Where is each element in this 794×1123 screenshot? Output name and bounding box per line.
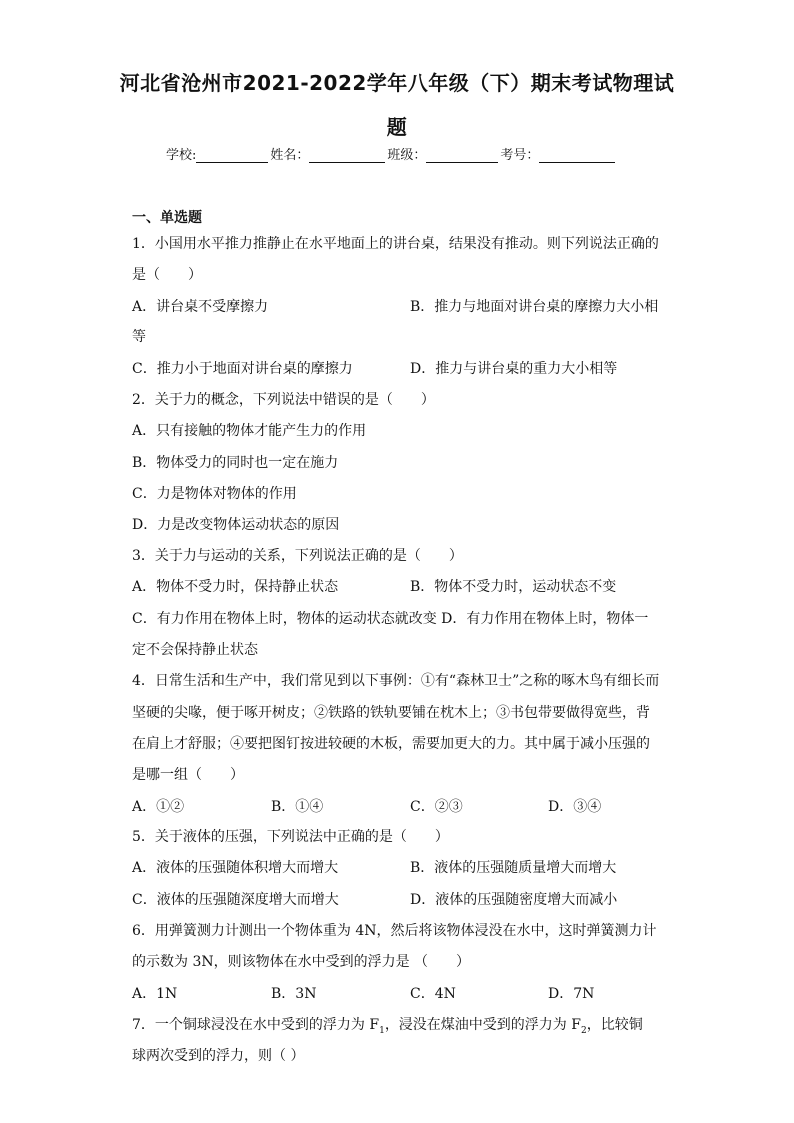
q1-option-a: A．讲台桌不受摩擦力 xyxy=(132,299,269,315)
exam-title-line2: 题 xyxy=(386,115,408,139)
q2-option-b: B．物体受力的同时也一定在施力 xyxy=(132,455,339,471)
q7-subscript-2: 2 xyxy=(580,1025,587,1036)
section-heading: 一、单选题 xyxy=(132,210,202,226)
q4-stem-line2: 坚硬的尖喙，便于啄开树皮；②铁路的铁轨要铺在枕木上；③书包带要做得宽些，背 xyxy=(132,705,650,721)
q6-option-d: D．7N xyxy=(548,986,595,1002)
class-label: 班级： xyxy=(387,148,427,163)
q4-stem-line1: 4．日常生活和生产中，我们常见到以下事例：①有“森林卫士”之称的啄木鸟有细长而 xyxy=(132,673,660,689)
q7-stem-part3: ，比较铜 xyxy=(586,1017,643,1033)
q3-options-cd-line2: 定不会保持静止状态 xyxy=(132,642,258,658)
q6-option-c: C．4N xyxy=(410,986,456,1002)
q1-option-b: B．推力与地面对讲台桌的摩擦力大小相 xyxy=(410,299,659,315)
name-blank xyxy=(309,148,385,163)
q6-stem-line1: 6．用弹簧测力计测出一个物体重为 4N，然后将该物体浸没在水中，这时弹簧测力计 xyxy=(132,923,657,939)
name-label: 姓名： xyxy=(270,148,310,163)
q6-option-a: A．1N xyxy=(132,986,178,1002)
q6-option-b: B．3N xyxy=(271,986,317,1002)
q2-option-c: C．力是物体对物体的作用 xyxy=(132,486,297,502)
q7-stem-line1 xyxy=(132,1014,643,1036)
q3-option-a: A．物体不受力时，保持静止状态 xyxy=(132,579,339,595)
q4-stem-line3: 在肩上才舒服；④要把图钉按进较硬的木板，需要加更大的力。其中属于减小压强的 xyxy=(132,736,650,752)
q5-option-c: C．液体的压强随深度增大而增大 xyxy=(132,892,339,908)
q2-option-a: A．只有接触的物体才能产生力的作用 xyxy=(132,423,367,439)
exam-no-label: 考号： xyxy=(500,148,540,163)
q1-option-d: D．推力与讲台桌的重力大小相等 xyxy=(410,361,618,377)
q1-option-c: C．推力小于地面对讲台桌的摩擦力 xyxy=(132,361,353,377)
q7-stem-line2: 球两次受到的浮力，则（ ） xyxy=(132,1048,305,1064)
school-label: 学校: xyxy=(166,148,197,163)
q3-stem: 3．关于力与运动的关系，下列说法正确的是（ ） xyxy=(132,548,463,564)
class-blank xyxy=(426,148,498,163)
q2-stem: 2．关于力的概念，下列说法中错误的是（ ） xyxy=(132,392,435,408)
q4-option-a: A．①② xyxy=(132,799,185,815)
exam-no-blank xyxy=(539,148,615,163)
q1-stem-line2: 是（ ） xyxy=(132,267,202,283)
school-blank xyxy=(196,148,268,163)
q5-option-d: D．液体的压强随密度增大而减小 xyxy=(410,892,618,908)
q5-stem: 5．关于液体的压强，下列说法中正确的是（ ） xyxy=(132,829,449,845)
q3-options-cd-line1: C．有力作用在物体上时，物体的运动状态就改变 D．有力作用在物体上时，物体一 xyxy=(132,611,649,627)
q5-option-b: B．液体的压强随质量增大而增大 xyxy=(410,860,617,876)
q3-option-b: B．物体不受力时，运动状态不变 xyxy=(410,579,617,595)
q4-option-d: D．③④ xyxy=(548,799,602,815)
q7-stem-part2: ，浸没在煤油中受到的浮力为 F xyxy=(384,1017,581,1033)
q4-stem-line4: 是哪一组（ ） xyxy=(132,767,244,783)
q1-option-b-cont: 等 xyxy=(132,329,146,345)
q6-stem-line2: 的示数为 3N，则该物体在水中受到的浮力是 （ ） xyxy=(132,954,471,970)
q7-subscript-1: 1 xyxy=(379,1025,385,1036)
q4-option-b: B．①④ xyxy=(271,799,324,815)
q5-option-a: A．液体的压强随体积增大而增大 xyxy=(132,860,339,876)
q4-option-c: C．②③ xyxy=(410,799,463,815)
exam-title-line1: 河北省沧州市2021-2022学年八年级（下）期末考试物理试 xyxy=(119,71,675,95)
q1-stem-line1: 1．小国用水平推力推静止在水平地面上的讲台桌，结果没有推动。则下列说法正确的 xyxy=(132,236,659,252)
q2-option-d: D．力是改变物体运动状态的原因 xyxy=(132,517,340,533)
student-info-row xyxy=(166,144,617,163)
q7-stem-part1: 7．一个铜球浸没在水中受到的浮力为 F xyxy=(132,1017,380,1033)
